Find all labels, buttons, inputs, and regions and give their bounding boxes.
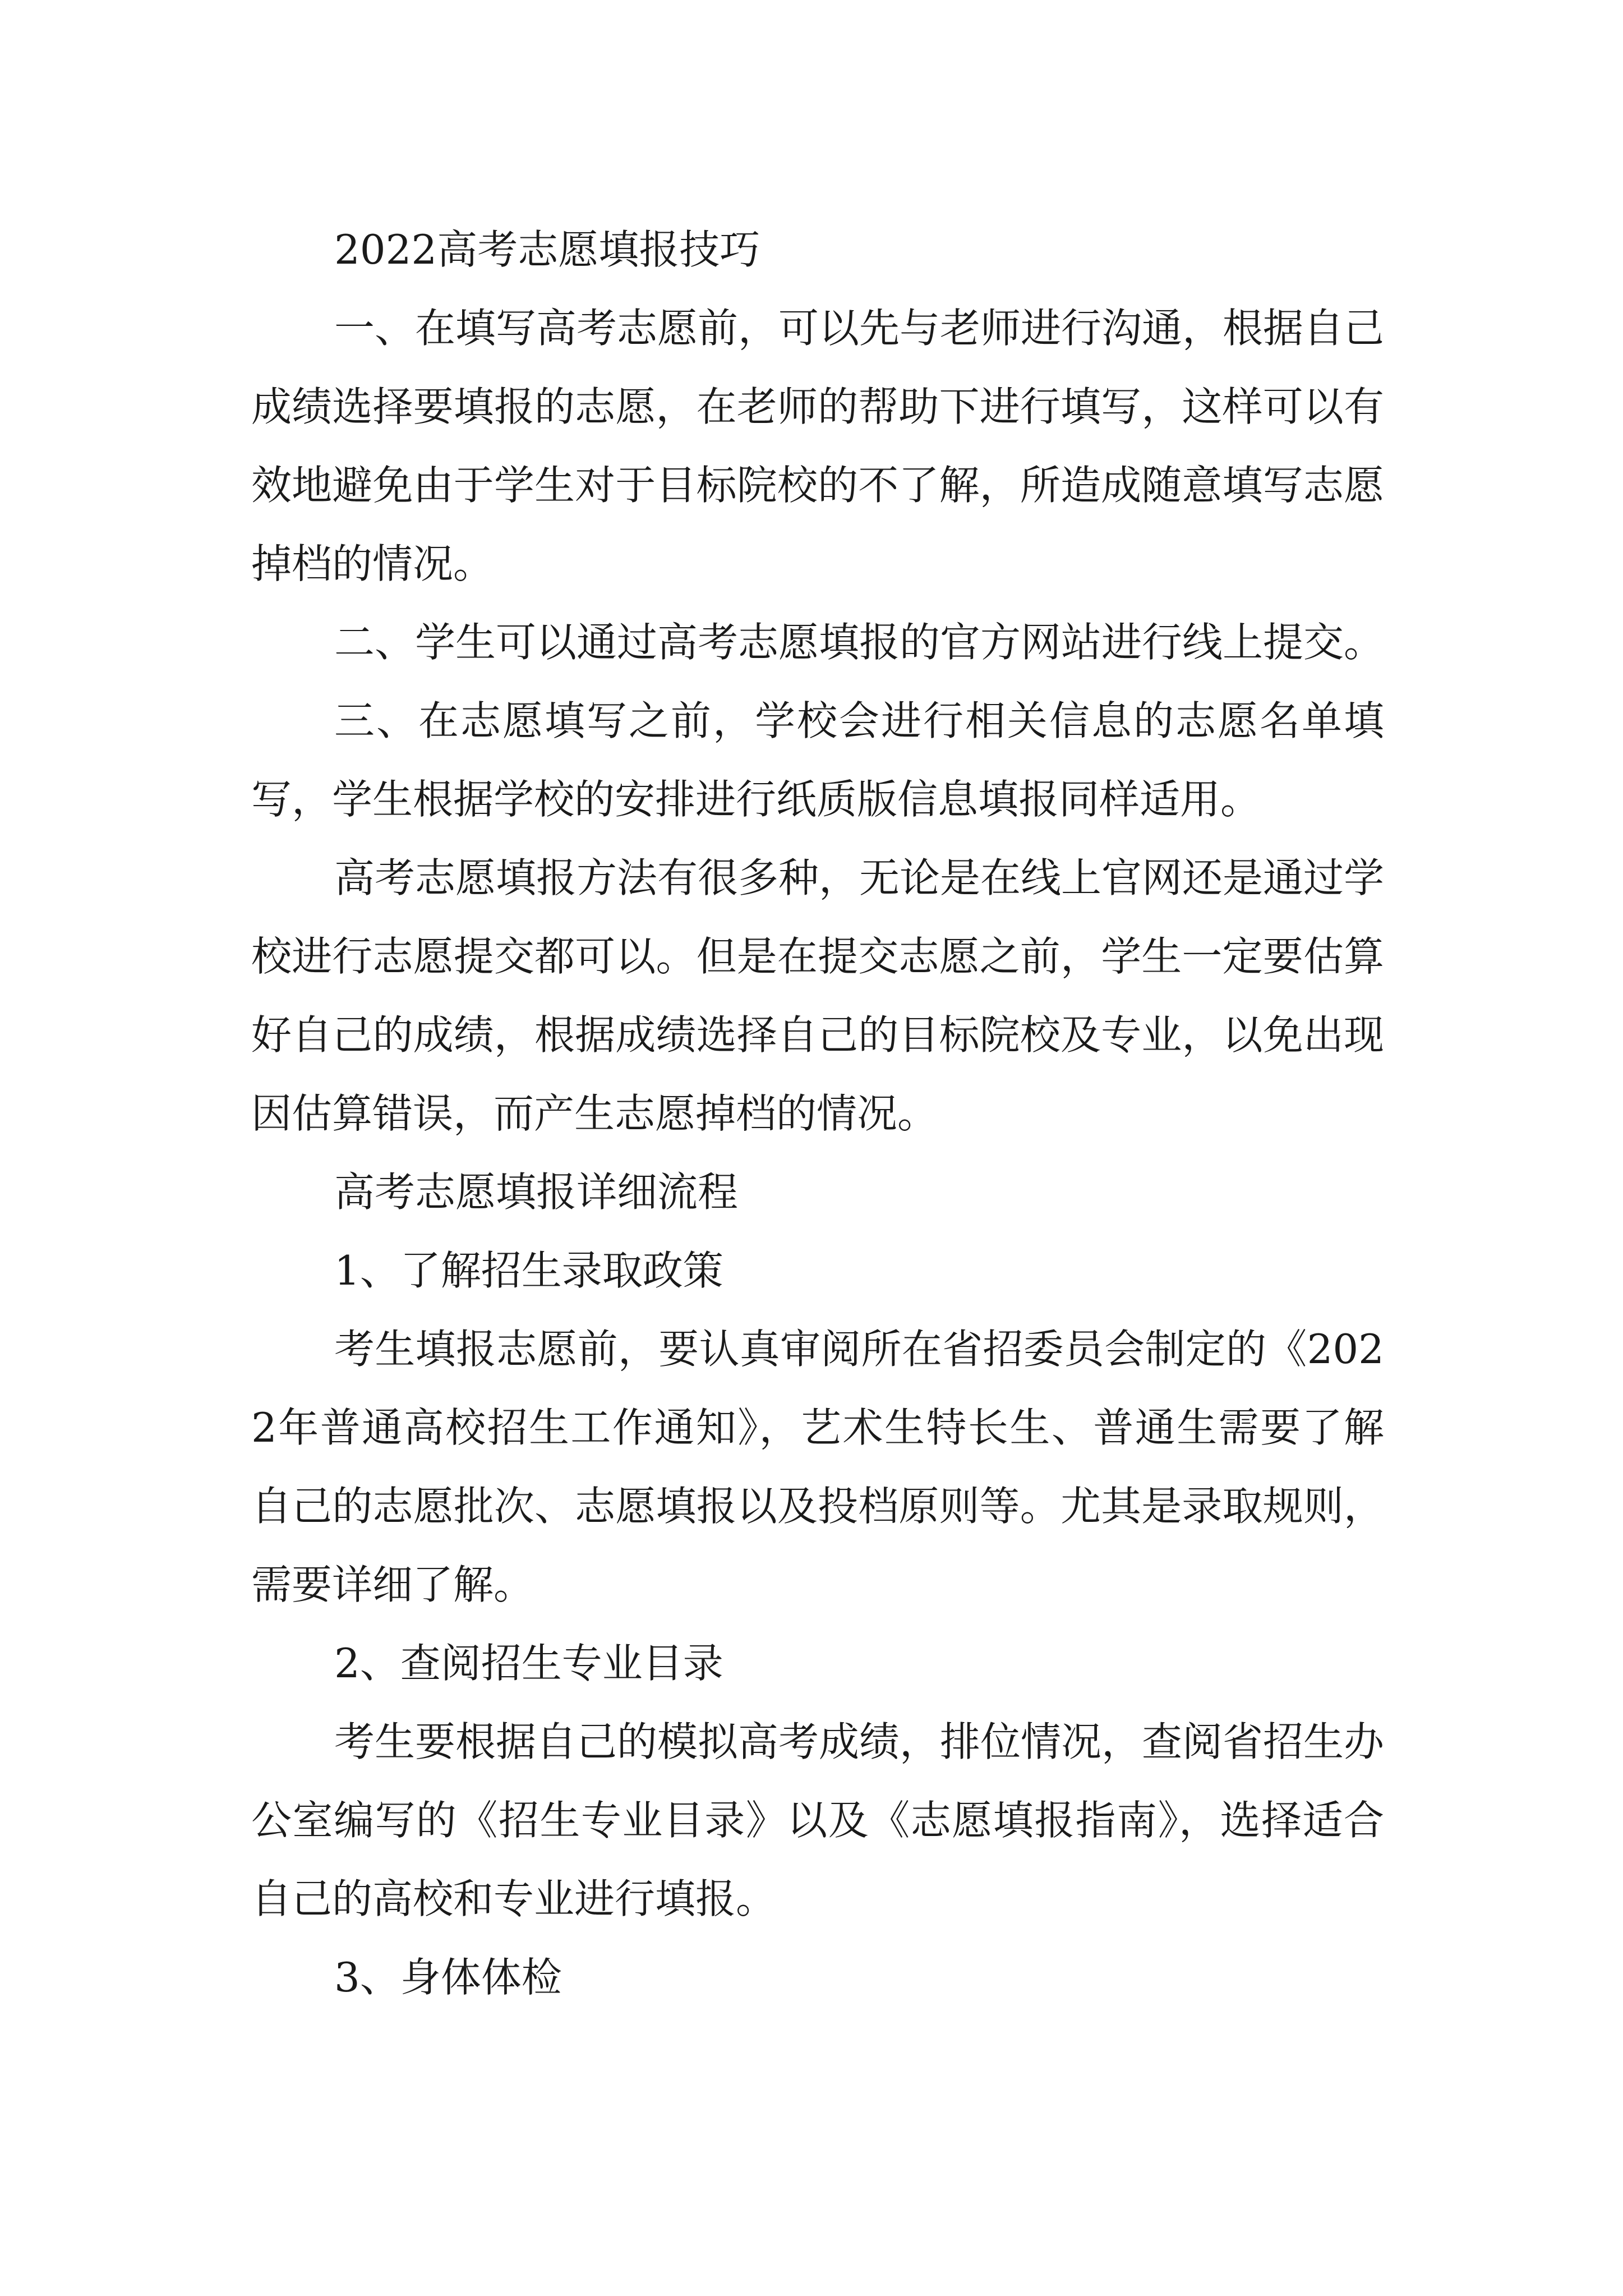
step-1-body: 考生填报志愿前，要认真审阅所在省招委员会制定的《2022年普通高校招生工作通知》，艺术生特长生、普通生需要了解自己的志愿批次、志愿填报以及投档原则等。尤其是录取规则，需要详细了解。 <box>251 1326 1384 1608</box>
document-body <box>251 210 1384 2017</box>
step-1-heading: 1、了解招生录取政策 <box>334 1247 723 1294</box>
section-title: 高考志愿填报详细流程 <box>334 1168 739 1216</box>
paragraph-1: 一、在填写高考志愿前，可以先与老师进行沟通，根据自己成绩选择要填报的志愿，在老师的帮助下进行填写，这样可以有效地避免由于学生对于目标院校的不了解，所造成随意填写志愿掉档的情况。 <box>251 305 1385 587</box>
paragraph-2: 二、学生可以通过高考志愿填报的官方网站进行线上提交。 <box>334 619 1385 666</box>
step-2-heading: 2、查阅招生专业目录 <box>334 1640 723 1687</box>
document-title: 2022高考志愿填报技巧 <box>334 226 760 273</box>
step-3-heading: 3、身体体检 <box>334 1954 562 2001</box>
paragraph-4: 高考志愿填报方法有很多种，无论是在线上官网还是通过学校进行志愿提交都可以。但是在提交志愿之前，学生一定要估算好自己的成绩，根据成绩选择自己的目标院校及专业，以免出现因估算错误，而产生志愿掉档的情况。 <box>251 854 1385 1137</box>
paragraph-3: 三、在志愿填写之前，学校会进行相关信息的志愿名单填写，学生根据学校的安排进行纸质版信息填报同样适用。 <box>251 697 1384 823</box>
step-2-body: 考生要根据自己的模拟高考成绩，排位情况，查阅省招生办公室编写的《招生专业目录》以及《志愿填报指南》，选择适合自己的高校和专业进行填报。 <box>251 1718 1385 1922</box>
